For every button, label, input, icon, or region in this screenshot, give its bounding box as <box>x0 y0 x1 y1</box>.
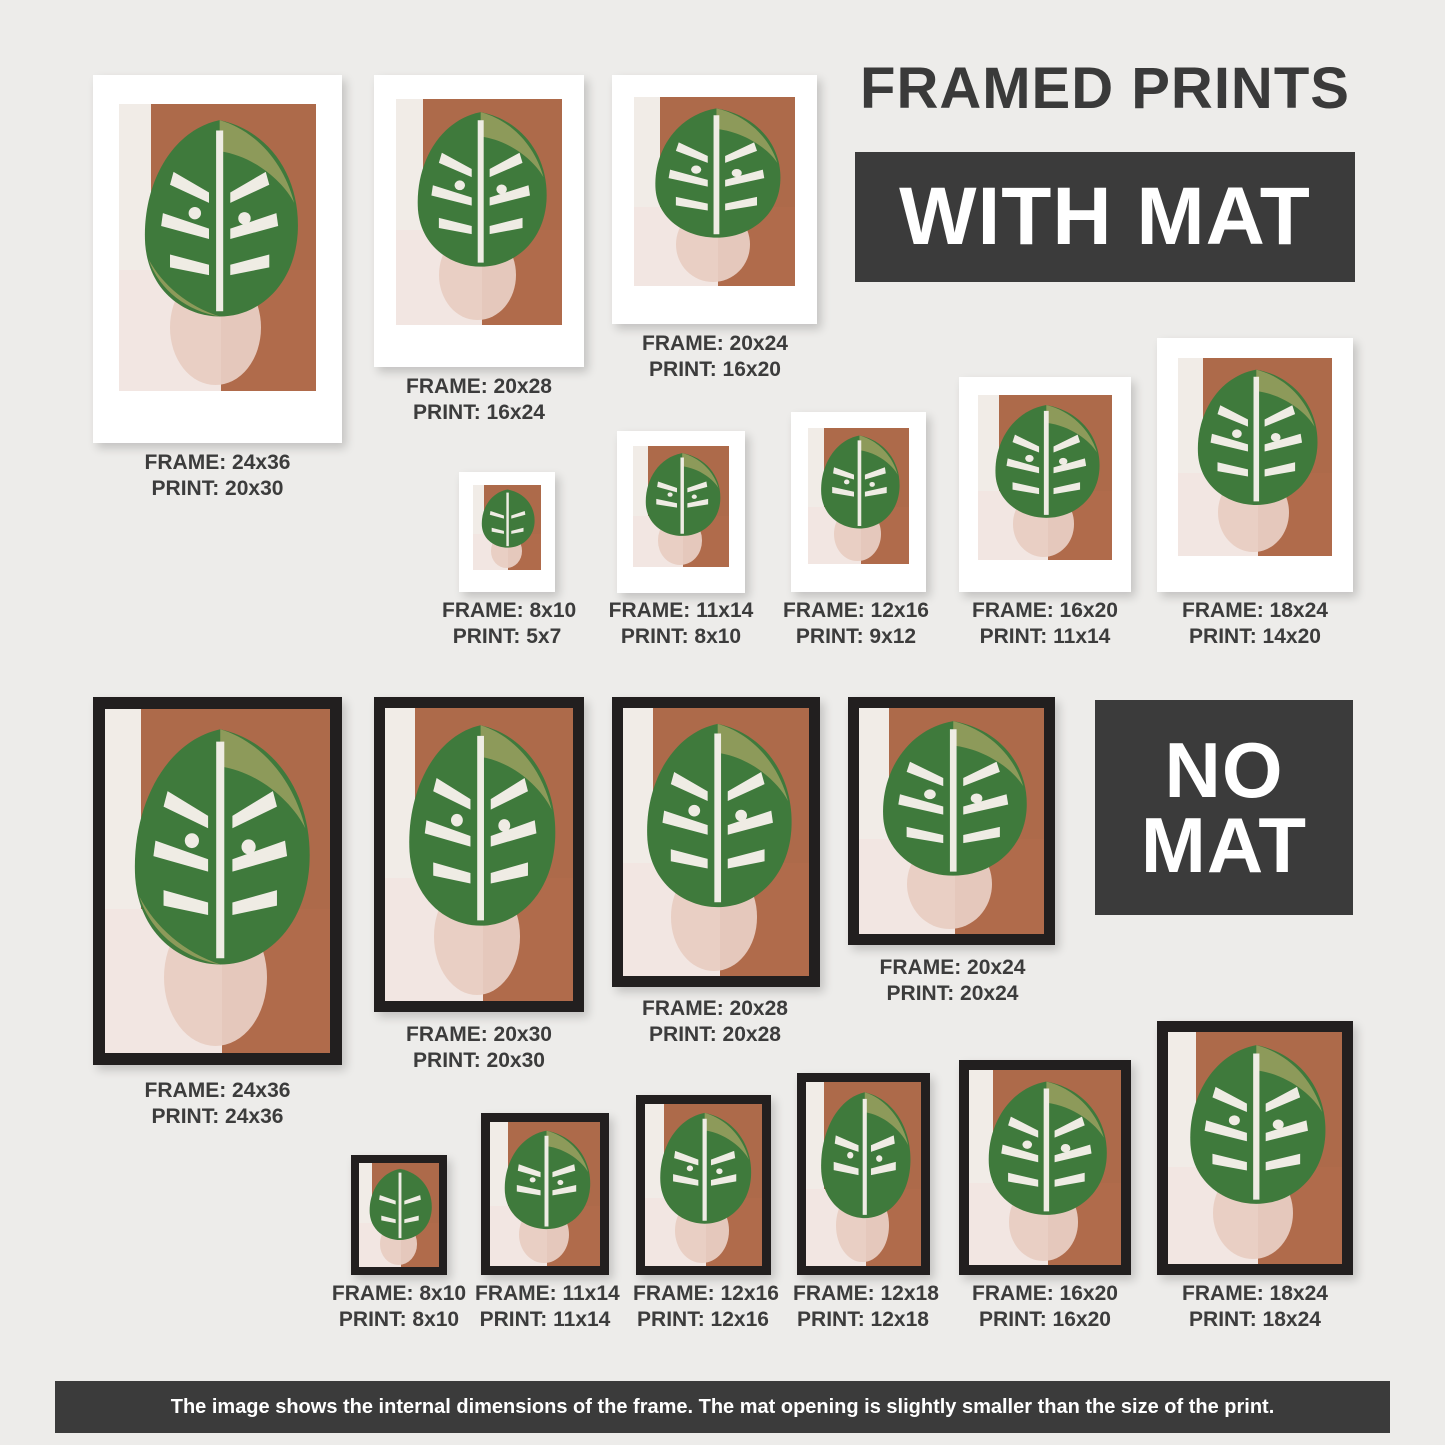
caption-no-mat-11x14: FRAME: 11x14 PRINT: 11x14 <box>475 1282 620 1332</box>
artwork <box>119 104 316 391</box>
frame-no-mat-11x14[interactable] <box>481 1113 609 1275</box>
caption-no-mat-18x24: FRAME: 18x24 PRINT: 18x24 <box>1182 1282 1328 1332</box>
artwork <box>473 485 541 570</box>
caption-with-mat-20x24: FRAME: 20x24 PRINT: 16x20 <box>642 332 788 382</box>
frame-no-mat-16x20[interactable] <box>959 1060 1131 1275</box>
caption-with-mat-11x14: FRAME: 11x14 PRINT: 8x10 <box>608 599 754 649</box>
artwork <box>490 1122 600 1266</box>
monstera-leaf-icon <box>978 1078 1115 1218</box>
caption-with-mat-20x28: FRAME: 20x28 PRINT: 16x24 <box>406 375 552 425</box>
frame-with-mat-12x16[interactable] <box>791 412 926 592</box>
artwork <box>634 97 795 286</box>
artwork <box>969 1070 1121 1265</box>
caption-no-mat-20x28: FRAME: 20x28 PRINT: 20x28 <box>642 997 788 1047</box>
caption-with-mat-18x24: FRAME: 18x24 PRINT: 14x20 <box>1182 599 1328 649</box>
monstera-leaf-icon <box>634 719 801 912</box>
page-title: FRAMED PRINTS <box>860 56 1350 121</box>
artwork <box>1178 358 1332 556</box>
caption-with-mat-24x36: FRAME: 24x36 PRINT: 20x30 <box>144 451 291 501</box>
artwork <box>859 708 1044 934</box>
caption-with-mat-12x16: FRAME: 12x16 PRINT: 9x12 <box>783 599 929 649</box>
frame-no-mat-12x18[interactable] <box>797 1073 930 1275</box>
caption-no-mat-16x20: FRAME: 16x20 PRINT: 16x20 <box>972 1282 1118 1332</box>
monstera-leaf-icon <box>477 488 538 549</box>
monstera-leaf-icon <box>1187 366 1326 509</box>
frame-with-mat-16x20[interactable] <box>959 377 1131 592</box>
artwork <box>645 1104 762 1266</box>
monstera-leaf-icon <box>131 115 308 322</box>
artwork <box>385 708 573 1001</box>
frame-no-mat-20x28[interactable] <box>612 697 820 987</box>
caption-no-mat-20x30: FRAME: 20x30 PRINT: 20x30 <box>406 1023 552 1073</box>
monstera-leaf-icon <box>814 433 905 531</box>
footer-note: The image shows the internal dimensions of the frame. The mat opening is slightly smaller than the size of the print. <box>55 1381 1390 1433</box>
frame-no-mat-8x10[interactable] <box>351 1155 447 1275</box>
caption-no-mat-12x18: FRAME: 12x18 PRINT: 12x18 <box>793 1282 939 1332</box>
monstera-leaf-icon <box>986 402 1107 521</box>
frame-no-mat-20x30[interactable] <box>374 697 584 1012</box>
monstera-leaf-icon <box>364 1167 436 1242</box>
frame-no-mat-12x16[interactable] <box>636 1095 771 1275</box>
frame-with-mat-11x14[interactable] <box>617 431 745 593</box>
monstera-leaf-icon <box>644 105 789 241</box>
artwork <box>808 428 909 564</box>
monstera-leaf-icon <box>652 1110 757 1227</box>
caption-no-mat-8x10: FRAME: 8x10 PRINT: 8x10 <box>331 1282 467 1332</box>
artwork <box>623 708 809 976</box>
frame-with-mat-20x28[interactable] <box>374 75 584 367</box>
no-mat-line2: MAT <box>1140 800 1308 889</box>
frame-with-mat-18x24[interactable] <box>1157 338 1353 592</box>
no-mat-line1: NO <box>1164 726 1284 815</box>
monstera-leaf-icon <box>406 108 555 271</box>
artwork <box>633 446 729 567</box>
caption-with-mat-16x20: FRAME: 16x20 PRINT: 11x14 <box>972 599 1118 649</box>
artwork <box>1168 1032 1342 1264</box>
caption-no-mat-24x36: FRAME: 24x36 PRINT: 24x36 <box>144 1079 291 1129</box>
frame-no-mat-18x24[interactable] <box>1157 1021 1353 1275</box>
artwork <box>396 99 562 325</box>
monstera-leaf-icon <box>639 451 725 538</box>
caption-with-mat-8x10: FRAME: 8x10 PRINT: 5x7 <box>442 599 577 649</box>
artwork <box>978 395 1112 560</box>
caption-no-mat-12x16: FRAME: 12x16 PRINT: 12x16 <box>633 1282 779 1332</box>
artwork <box>806 1082 921 1266</box>
monstera-leaf-icon <box>119 723 322 971</box>
frame-with-mat-8x10[interactable] <box>459 472 555 592</box>
artwork <box>359 1163 439 1267</box>
with-mat-banner: WITH MAT <box>855 152 1355 282</box>
monstera-leaf-icon <box>1178 1041 1335 1208</box>
monstera-leaf-icon <box>870 717 1037 880</box>
frame-no-mat-24x36[interactable] <box>93 697 342 1065</box>
monstera-leaf-icon <box>497 1128 596 1232</box>
frame-no-mat-20x24[interactable] <box>848 697 1055 945</box>
no-mat-banner <box>1095 700 1353 915</box>
monstera-leaf-icon <box>396 720 565 931</box>
artwork <box>105 709 330 1053</box>
frame-with-mat-24x36[interactable] <box>93 75 342 443</box>
frame-with-mat-20x24[interactable] <box>612 75 817 324</box>
caption-no-mat-20x24: FRAME: 20x24 PRINT: 20x24 <box>879 956 1026 1006</box>
monstera-leaf-icon <box>813 1089 917 1221</box>
